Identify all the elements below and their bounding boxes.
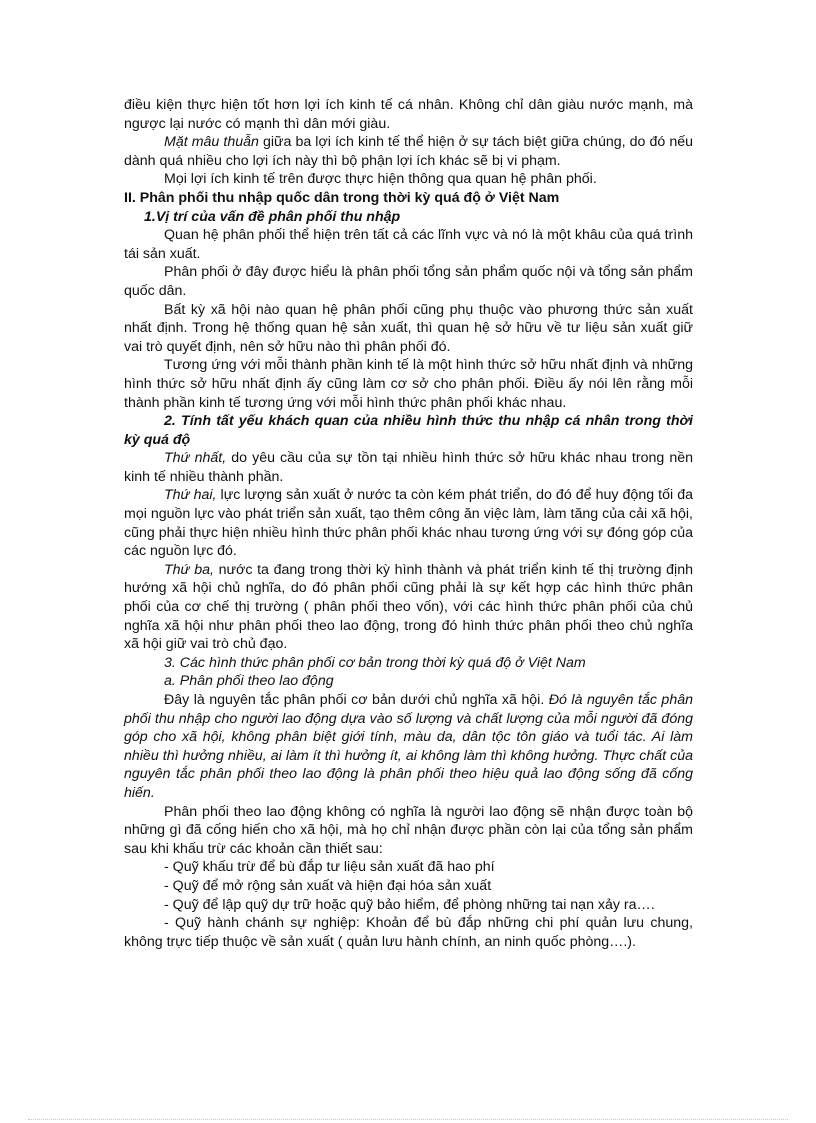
- paragraph-9: [124, 486, 693, 560]
- paragraph-1: điều kiện thực hiện tốt hơn lợi ích kinh tế cá nhân. Không chỉ dân giàu nước mạnh, mà ngược lại nước có mạnh thì dân mới giàu.: [124, 97, 693, 132]
- section-heading-2: II. Phân phối thu nhập quốc dân trong thời kỳ quá độ ở Việt Nam: [124, 189, 560, 206]
- subsection-heading-3: 3. Các hình thức phân phối cơ bản trong thời kỳ quá độ ở Việt Nam: [164, 654, 586, 671]
- paragraph-11-emphasis: Đó là nguyên tắc phân phối thu nhập cho người lao động dựa vào số lượng và chất lượng của mỗi người đã đóng góp cho xã hội, không phân biệt giới tính, màu da, dân tộc tôn giáo và tuổi tác. Ai làm nhiều thì hưởng nhiều, ai làm ít thì hưởng ít, ai không làm thì không hưởng. Thực chất của nguyên tắc phân phối theo lao động là phân phối theo hiệu quả lao động sống đã cống hiến.: [124, 692, 693, 801]
- paragraph-2-emphasis: Mặt mâu thuẫn: [164, 134, 259, 151]
- subsection-heading-2: 2. Tính tất yếu khách quan của nhiều hình thức thu nhập cá nhân trong thời kỳ quá độ: [124, 413, 693, 448]
- paragraph-10-emphasis: Thứ ba,: [164, 561, 214, 578]
- paragraph-5: Phân phối ở đây được hiểu là phân phối tổng sản phẩm quốc nội và tổng sản phẩm quốc dân.: [124, 264, 693, 299]
- paragraph-11-text: Đây là nguyên tắc phân phối cơ bản dưới chủ nghĩa xã hội.: [164, 692, 549, 708]
- subsection-heading-1: 1.Vị trí của vấn đề phân phối thu nhập: [144, 208, 401, 225]
- paragraph-7: Tương ứng với mỗi thành phần kinh tế là một hình thức sở hữu nhất định và những hình thức sở hữu nhất định ấy cũng làm cơ sở cho phân phối. Điều ấy nói lên rằng mỗi thành phần kinh tế tương ứng với mỗi hình thức phân phối khác nhau.: [124, 357, 693, 411]
- paragraph-9-text: lực lượng sản xuất ở nước ta còn kém phát triển, do đó để huy động tối đa mọi nguồn lực vào phát triển sản xuất, tạo thêm công ăn việc làm, làm tăng của cải xã hội, cũng phải thực hiện nhiều hình thức phân phối khác nhau tương ứng với sự đóng góp của các nguồn lực đó.: [124, 487, 693, 560]
- paragraph-11: [124, 691, 693, 803]
- paragraph-8-emphasis: Thứ nhất,: [164, 450, 227, 467]
- list-item-3: - Quỹ để lập quỹ dự trữ hoặc quỹ bảo hiểm, để phòng những tai nạn xảy ra….: [164, 896, 655, 913]
- paragraph-8: [124, 449, 693, 486]
- paragraph-12: Phân phối theo lao động không có nghĩa là người lao động sẽ nhận được toàn bộ những gì đã cống hiến cho xã hội, mà họ chỉ nhận được phần còn lại của tổng sản phẩm sau khi khấu trừ các khoản cần thiết sau:: [124, 803, 693, 857]
- paragraph-10-text: nước ta đang trong thời kỳ hình thành và phát triển kinh tế thị trường định hướng xã hội chủ nghĩa, do đó phân phối cũng phải là sự kết hợp các hình thức phân phối của cơ chế thị trường ( phân phối theo vốn), với các hình thức phân phối của chủ nghĩa xã hội như phân phối theo lao động, trong đó hình thức phân phối theo chủ nghĩa xã hội giữ vai trò chủ đạo.: [124, 561, 693, 653]
- paragraph-9-emphasis: Thứ hai,: [164, 487, 217, 504]
- subsection-heading-3a: a. Phân phối theo lao động: [164, 673, 334, 690]
- paragraph-3: Mọi lợi ích kinh tế trên được thực hiện thông qua quan hệ phân phối.: [164, 171, 597, 188]
- page-bottom-divider: [28, 1119, 788, 1120]
- list-item-1: - Quỹ khấu trừ để bù đắp tư liệu sản xuất đã hao phí: [164, 859, 495, 876]
- paragraph-2: [124, 133, 693, 170]
- list-item-2: - Quỹ để mở rộng sản xuất và hiện đại hóa sản xuất: [164, 877, 492, 894]
- list-item-4: - Quỹ hành chánh sự nghiệp: Khoản để bù đắp những chi phí quản lưu chung, không trực tiếp thuộc về sản xuất ( quản lưu hành chính, an ninh quốc phòng….).: [124, 915, 693, 950]
- paragraph-4: Quan hệ phân phối thể hiện trên tất cả các lĩnh vực và nó là một khâu của quá trình tái sản xuất.: [124, 227, 693, 262]
- paragraph-6: Bất kỳ xã hội nào quan hệ phân phối cũng phụ thuộc vào phương thức sản xuất nhất định. Trong hệ thống quan hệ sản xuất, thì quan hệ sở hữu về tư liệu sản xuất giữ vai trò quyết định, nên sở hữu nào thì phân phối đó.: [124, 301, 693, 355]
- paragraph-10: [124, 561, 693, 654]
- paragraph-2-text: giữa ba lợi ích kinh tế thể hiện ở sự tách biệt giữa chúng, do đó nếu dành quá nhiều cho lợi ích này thì bộ phận lợi ích khác sẽ bị vi phạm.: [124, 134, 693, 169]
- paragraph-8-text: do yêu cầu của sự tồn tại nhiều hình thức sở hữu khác nhau trong nền kinh tế nhiều thành phần.: [124, 450, 693, 485]
- document-page: [124, 96, 693, 951]
